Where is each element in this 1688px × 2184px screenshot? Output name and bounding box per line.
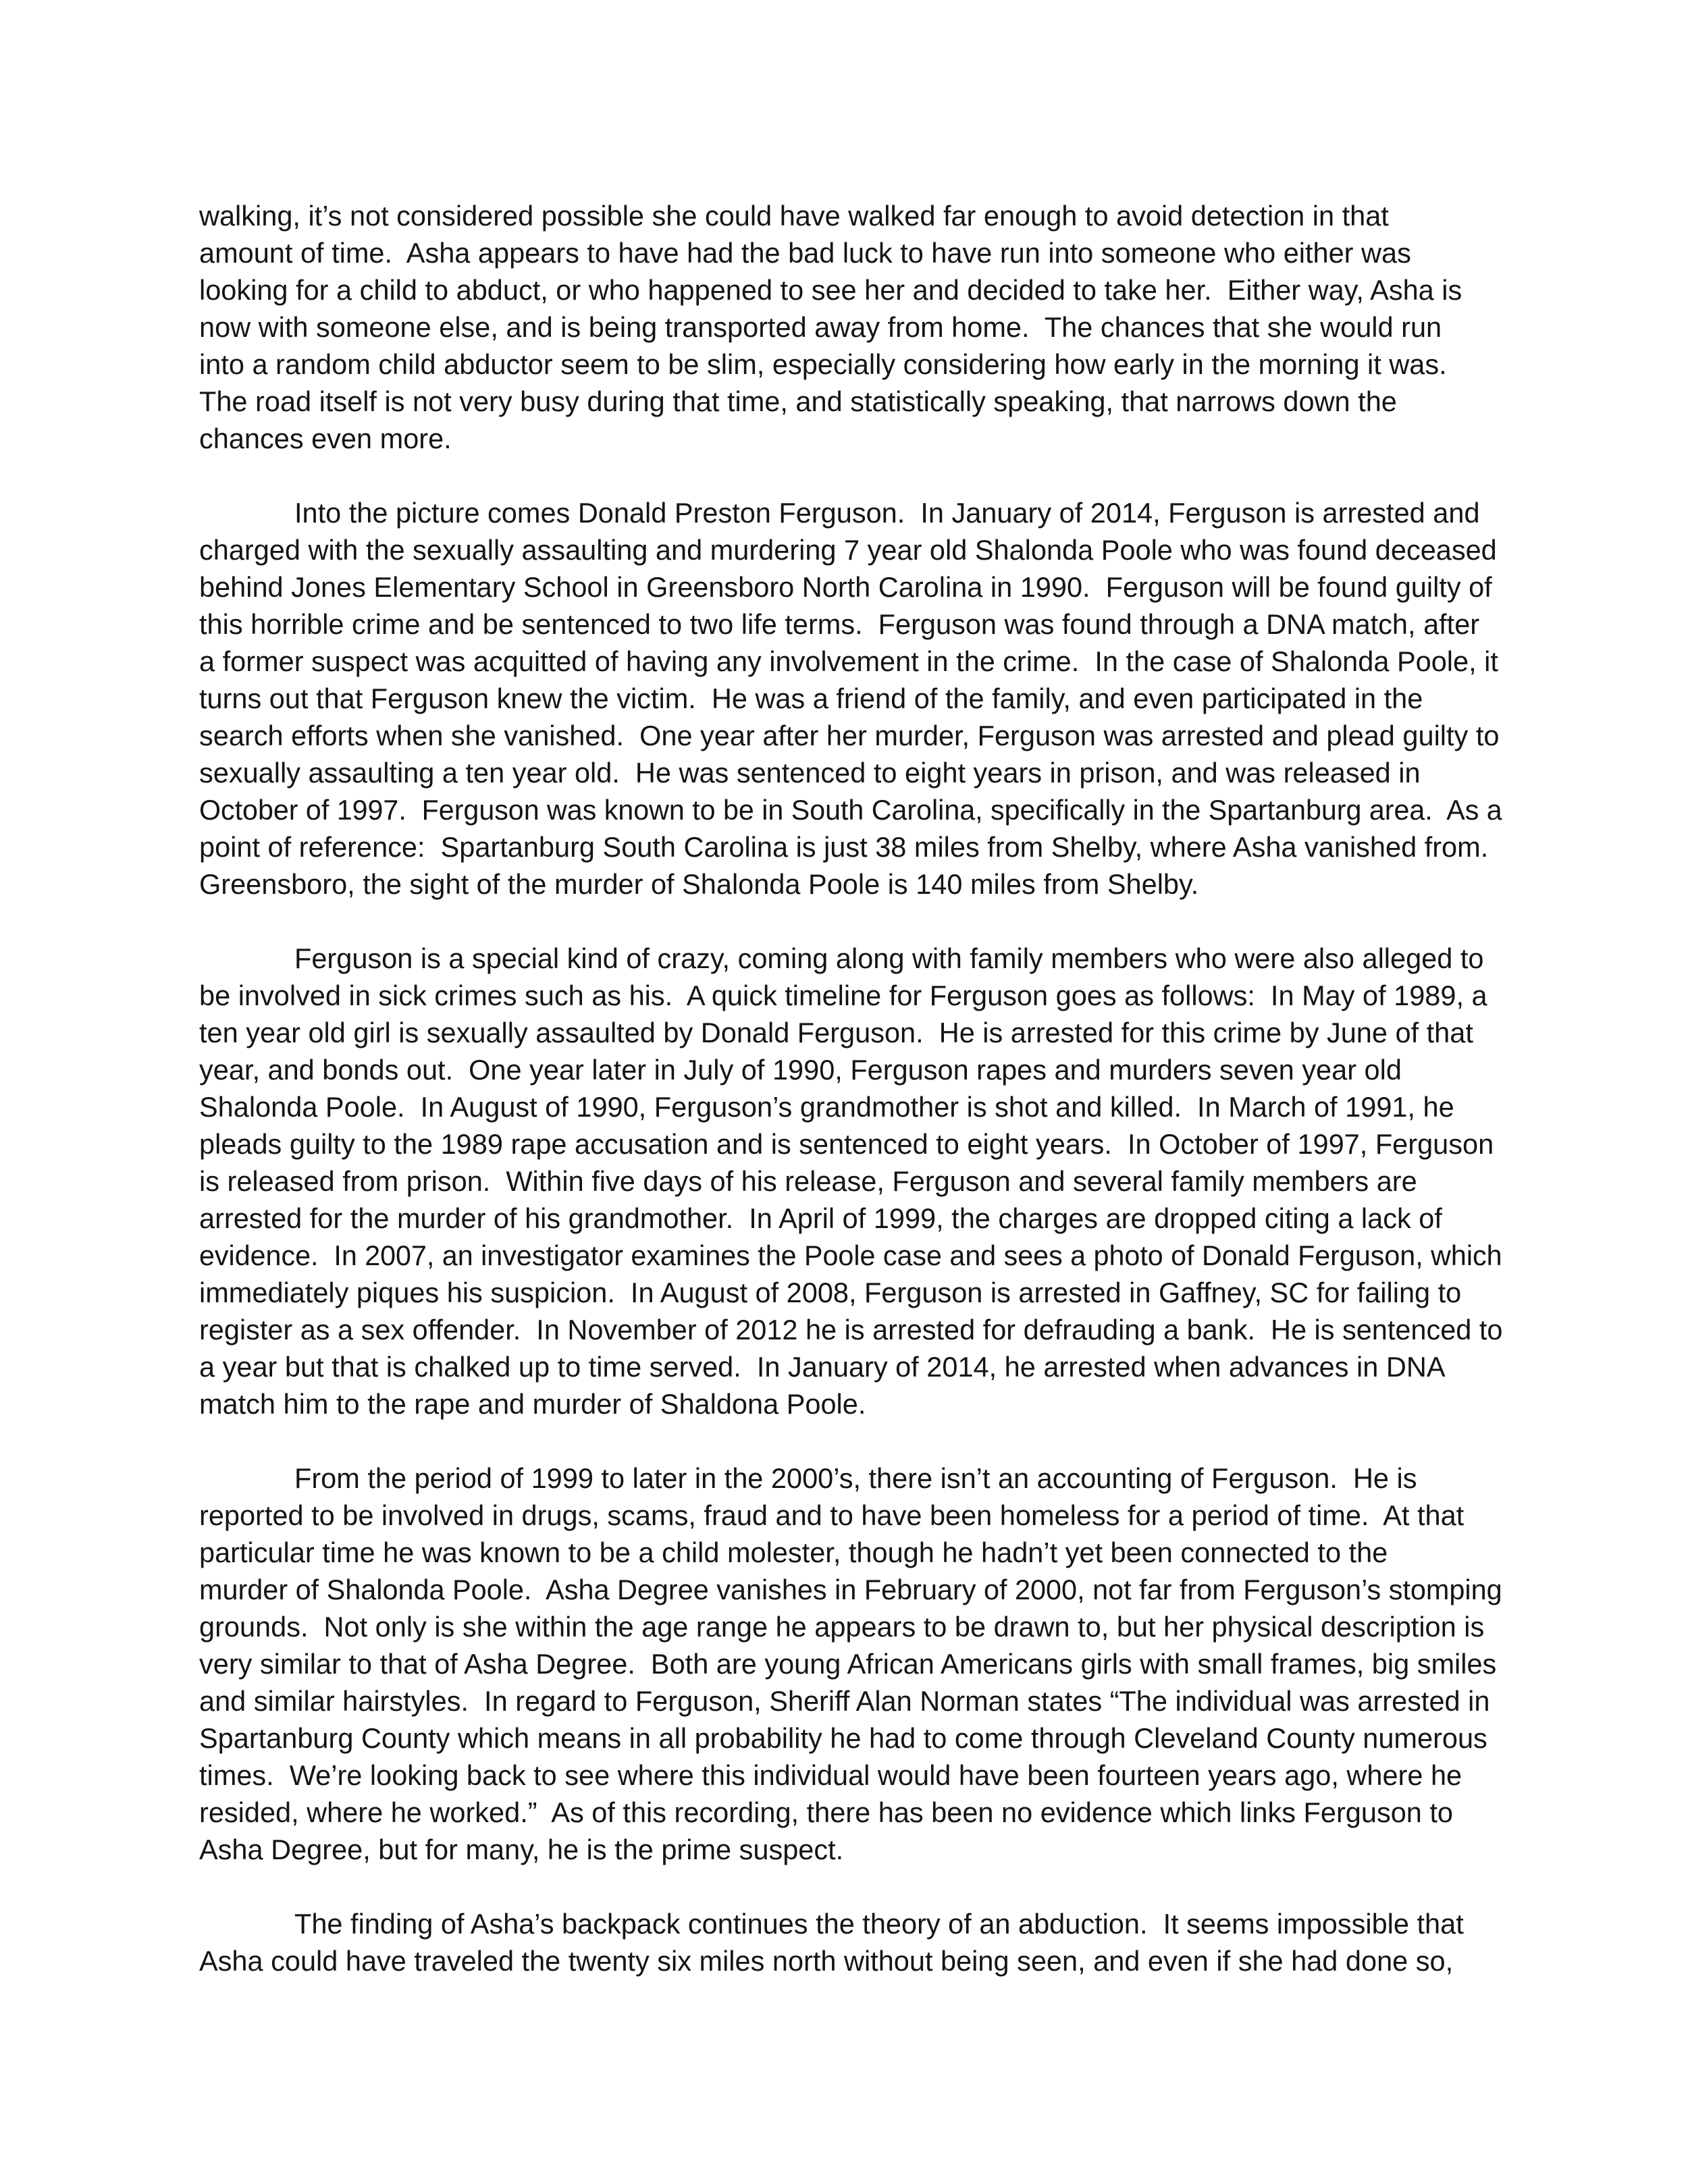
text-line: now with someone else, and is being transported away from home. The chances that she would run bbox=[199, 311, 1442, 343]
text-line: Ferguson is a special kind of crazy, coming along with family members who were also alleged to bbox=[294, 942, 1484, 974]
text-line: walking, it’s not considered possible she could have walked far enough to avoid detection in that bbox=[199, 200, 1389, 232]
text-line: is released from prison. Within five days of his release, Ferguson and several family members are bbox=[199, 1165, 1417, 1197]
text-line: chances even more. bbox=[199, 423, 452, 454]
text-line: pleads guilty to the 1989 rape accusation and is sentenced to eight years. In October of 1997, Ferguson bbox=[199, 1128, 1494, 1160]
text-line: Shalonda Poole. In August of 1990, Ferguson’s grandmother is shot and killed. In March of 1991, he bbox=[199, 1091, 1454, 1123]
text-line: murder of Shalonda Poole. Asha Degree vanishes in February of 2000, not far from Ferguson’s stomping bbox=[199, 1574, 1502, 1605]
text-line: this horrible crime and be sentenced to two life terms. Ferguson was found through a DNA match, after bbox=[199, 608, 1480, 640]
text-line: search efforts when she vanished. One year after her murder, Ferguson was arrested and plead guilty to bbox=[199, 720, 1500, 751]
text-line: charged with the sexually assaulting and murdering 7 year old Shalonda Poole who was found deceased bbox=[199, 534, 1497, 566]
text-line: October of 1997. Ferguson was known to be in South Carolina, specifically in the Spartanburg area. As a bbox=[199, 794, 1502, 826]
text-line: a former suspect was acquitted of having any involvement in the crime. In the case of Shalonda Poole, it bbox=[199, 645, 1498, 677]
text-line: behind Jones Elementary School in Greensboro North Carolina in 1990. Ferguson will be found guilty of bbox=[199, 571, 1492, 603]
text-line: amount of time. Asha appears to have had the bad luck to have run into someone who either was bbox=[199, 237, 1411, 269]
text-line: Asha could have traveled the twenty six miles north without being seen, and even if she had done so, bbox=[199, 1945, 1454, 1977]
text-line: immediately piques his suspicion. In August of 2008, Ferguson is arrested in Gaffney, SC for failing to bbox=[199, 1277, 1462, 1308]
text-line: The road itself is not very busy during that time, and statistically speaking, that narrows down the bbox=[199, 385, 1397, 417]
text-line: ten year old girl is sexually assaulted by Donald Ferguson. He is arrested for this crime by June of that bbox=[199, 1017, 1473, 1048]
paragraph bbox=[199, 1905, 1502, 1979]
text-line: Into the picture comes Donald Preston Ferguson. In January of 2014, Ferguson is arrested and bbox=[294, 497, 1480, 529]
text-line: arrested for the murder of his grandmother. In April of 1999, the charges are dropped citing a lack of bbox=[199, 1202, 1442, 1234]
body-text bbox=[199, 197, 1502, 1979]
paragraph bbox=[199, 494, 1502, 903]
text-line: Asha Degree, but for many, he is the prime suspect. bbox=[199, 1834, 844, 1865]
text-line: resided, where he worked.” As of this recording, there has been no evidence which links Ferguson to bbox=[199, 1796, 1454, 1828]
text-line: particular time he was known to be a child molester, though he hadn’t yet been connected to the bbox=[199, 1537, 1388, 1568]
text-line: Greensboro, the sight of the murder of Shalonda Poole is 140 miles from Shelby. bbox=[199, 868, 1199, 900]
text-line: turns out that Ferguson knew the victim. He was a friend of the family, and even participated in the bbox=[199, 683, 1423, 714]
paragraph bbox=[199, 1460, 1502, 1868]
text-line: evidence. In 2007, an investigator examines the Poole case and sees a photo of Donald Ferguson, which bbox=[199, 1240, 1502, 1271]
paragraph bbox=[199, 197, 1502, 457]
paragraph bbox=[199, 940, 1502, 1422]
text-line: year, and bonds out. One year later in July of 1990, Ferguson rapes and murders seven year old bbox=[199, 1054, 1402, 1086]
text-line: a year but that is chalked up to time served. In January of 2014, he arrested when advances in DNA bbox=[199, 1351, 1446, 1383]
text-line: times. We’re looking back to see where this individual would have been fourteen years ago, where he bbox=[199, 1759, 1462, 1791]
text-line: very similar to that of Asha Degree. Both are young African Americans girls with small frames, big smiles bbox=[199, 1648, 1497, 1680]
text-line: looking for a child to abduct, or who happened to see her and decided to take her. Either way, Asha is bbox=[199, 274, 1462, 306]
text-line: sexually assaulting a ten year old. He was sentenced to eight years in prison, and was released in bbox=[199, 757, 1421, 789]
text-line: match him to the rape and murder of Shaldona Poole. bbox=[199, 1388, 866, 1420]
text-line: into a random child abductor seem to be slim, especially considering how early in the morning it was. bbox=[199, 348, 1447, 380]
text-line: reported to be involved in drugs, scams, fraud and to have been homeless for a period of time. At that bbox=[199, 1499, 1465, 1531]
text-line: Spartanburg County which means in all probability he had to come through Cleveland County numerous bbox=[199, 1722, 1487, 1754]
text-line: grounds. Not only is she within the age range he appears to be drawn to, but her physical description is bbox=[199, 1611, 1485, 1643]
text-line: The finding of Asha’s backpack continues the theory of an abduction. It seems impossible that bbox=[294, 1908, 1464, 1940]
text-line: point of reference: Spartanburg South Carolina is just 38 miles from Shelby, where Asha vanished from. bbox=[199, 831, 1489, 863]
text-line: From the period of 1999 to later in the 2000’s, there isn’t an accounting of Ferguson. He is bbox=[294, 1462, 1417, 1494]
text-line: and similar hairstyles. In regard to Ferguson, Sheriff Alan Norman states “The individual was arrested in bbox=[199, 1685, 1490, 1717]
text-line: be involved in sick crimes such as his. A quick timeline for Ferguson goes as follows: In May of 1989, a bbox=[199, 980, 1487, 1011]
text-line: register as a sex offender. In November of 2012 he is arrested for defrauding a bank. He is sentenced to bbox=[199, 1314, 1503, 1346]
